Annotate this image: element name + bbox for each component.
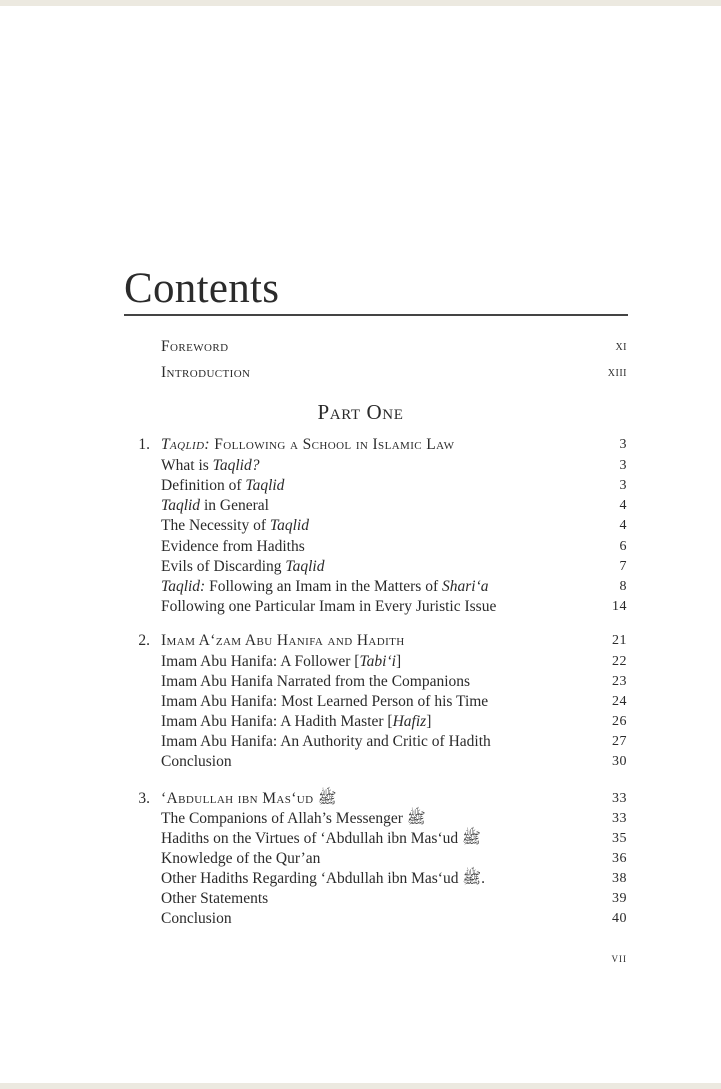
toc-entry: [0, 752, 721, 772]
entry-page: 26: [612, 714, 627, 729]
entry-text: The Companions of Allah’s Messenger ﷺ: [161, 810, 426, 827]
entry-label: [161, 672, 470, 692]
entry-italic: Shari‘a: [442, 578, 489, 595]
entry-label: [161, 557, 324, 577]
entry-text: Conclusion: [161, 753, 232, 770]
entry-page: 23: [612, 674, 627, 689]
entry-italic: Taqlid: [269, 517, 309, 534]
entry-page: 35: [612, 831, 627, 846]
toc-entry: [0, 652, 721, 672]
chapter-title: [161, 631, 405, 651]
entry-text: The Necessity of: [161, 517, 270, 534]
entry-label: [161, 577, 489, 597]
toc-entry: [0, 692, 721, 712]
chapter-number: 1.: [138, 436, 150, 453]
entry-label: [161, 712, 431, 732]
toc-entry: [0, 496, 721, 516]
entry-page: 7: [619, 559, 627, 574]
entry-text: ]: [426, 713, 432, 730]
toc-entry: [0, 597, 721, 617]
entry-text: Hadiths on the Virtues of ‘Abdullah ibn Mas‘ud ﷺ: [161, 830, 481, 847]
chapter-title-text: ‘Abdullah ibn Mas‘ud ﷺ: [161, 790, 337, 807]
entry-italic: Hafiz: [392, 713, 427, 730]
title-rule: [124, 314, 628, 316]
entry-page: 27: [612, 734, 627, 749]
entry-text: Other Statements: [161, 890, 269, 907]
entry-page: 3: [619, 458, 627, 473]
toc-entry: [0, 537, 721, 557]
entry-italic: Tabi‘i: [359, 653, 396, 670]
chapter-title-text: Imam A‘zam Abu Hanifa and Hadith: [161, 632, 405, 649]
entry-label: [161, 909, 232, 929]
entry-label: [161, 889, 268, 909]
part-heading: Part One: [317, 400, 404, 424]
toc-entry: [0, 732, 721, 752]
toc-entry: [0, 516, 721, 536]
entry-page: 22: [612, 654, 627, 669]
entry-text: Following an Imam in the Matters of: [205, 578, 443, 595]
chapter-heading: [0, 631, 721, 651]
chapter-title: [161, 435, 454, 455]
entry-page: xiii: [607, 365, 627, 380]
entry-label: [161, 456, 259, 476]
entry-page: 33: [612, 791, 627, 806]
entry-text: Conclusion: [161, 910, 232, 927]
entry-text: Definition of: [161, 477, 246, 494]
entry-text: ]: [395, 653, 402, 670]
chapter-title-italic: Taqlid:: [161, 436, 210, 453]
entry-page: 33: [612, 811, 627, 826]
entry-page: 3: [619, 478, 627, 493]
toc-entry: [0, 809, 721, 829]
entry-page: 38: [612, 871, 627, 886]
entry-label: [161, 692, 488, 712]
page-number: vii: [611, 950, 627, 965]
entry-label: [161, 869, 485, 889]
entry-label: Foreword: [161, 338, 229, 355]
entry-page: 6: [619, 539, 627, 554]
toc-entry: [0, 672, 721, 692]
entry-page: 30: [612, 754, 627, 769]
entry-text: Following one Particular Imam in Every Juristic Issue: [161, 598, 497, 615]
toc-entry: [0, 909, 721, 929]
book-page: [0, 6, 721, 1083]
toc-entry: [0, 456, 721, 476]
entry-page: xi: [615, 339, 627, 354]
entry-label: [161, 597, 496, 617]
entry-label: [161, 732, 491, 752]
entry-page: 39: [612, 891, 627, 906]
entry-page: 14: [612, 599, 627, 614]
chapter-number: 2.: [138, 632, 150, 649]
entry-page: 40: [612, 911, 627, 926]
entry-label: [161, 496, 269, 516]
entry-text: Imam Abu Hanifa Narrated from the Companions: [161, 673, 471, 690]
entry-label: [161, 809, 426, 829]
toc-entry-foreword: [0, 337, 721, 357]
entry-italic: Taqlid?: [212, 457, 260, 474]
entry-page: 8: [619, 579, 627, 594]
entry-text: Imam Abu Hanifa: A Hadith Master [: [161, 713, 393, 730]
entry-italic: Taqlid: [245, 477, 285, 494]
entry-label: [161, 516, 309, 536]
page-title: Contents: [124, 265, 280, 312]
entry-label: [161, 652, 401, 672]
toc-entry: [0, 869, 721, 889]
entry-label: [161, 829, 481, 849]
entry-page: 24: [612, 694, 627, 709]
toc-entry: [0, 557, 721, 577]
toc-entry: [0, 476, 721, 496]
entry-text: Imam Abu Hanifa: A Follower [: [161, 653, 360, 670]
entry-label: [161, 752, 232, 772]
toc-entry-introduction: [0, 363, 721, 383]
entry-text: Other Hadiths Regarding ‘Abdullah ibn Mas‘ud ﷺ.: [161, 870, 485, 887]
chapter-heading: [0, 789, 721, 809]
entry-text: Imam Abu Hanifa: Most Learned Person of his Time: [161, 693, 489, 710]
chapter-heading: [0, 435, 721, 455]
entry-page: 21: [612, 633, 627, 648]
entry-page: 4: [619, 498, 627, 513]
entry-text: in General: [200, 497, 269, 514]
toc-entry: [0, 889, 721, 909]
entry-label: [161, 537, 305, 557]
entry-italic: Taqlid: [285, 558, 325, 575]
toc-entry: [0, 829, 721, 849]
entry-page: 3: [619, 437, 627, 452]
toc-entry: [0, 712, 721, 732]
entry-text: Knowledge of the Qur’an: [161, 850, 321, 867]
entry-italic: Taqlid:: [161, 578, 206, 595]
entry-label: Introduction: [161, 364, 251, 381]
entry-text: What is: [161, 457, 213, 474]
entry-italic: Taqlid: [161, 497, 201, 514]
toc-entry: [0, 849, 721, 869]
chapter-number: 3.: [138, 790, 150, 807]
chapter-title-text: Following a School in Islamic Law: [209, 436, 455, 453]
toc-entry: [0, 577, 721, 597]
entry-text: Evidence from Hadiths: [161, 538, 305, 555]
entry-page: 4: [619, 518, 627, 533]
chapter-title: [161, 789, 337, 809]
entry-label: [161, 476, 284, 496]
entry-text: Evils of Discarding: [161, 558, 286, 575]
entry-text: Imam Abu Hanifa: An Authority and Critic of Hadith: [161, 733, 491, 750]
entry-page: 36: [612, 851, 627, 866]
entry-label: [161, 849, 320, 869]
